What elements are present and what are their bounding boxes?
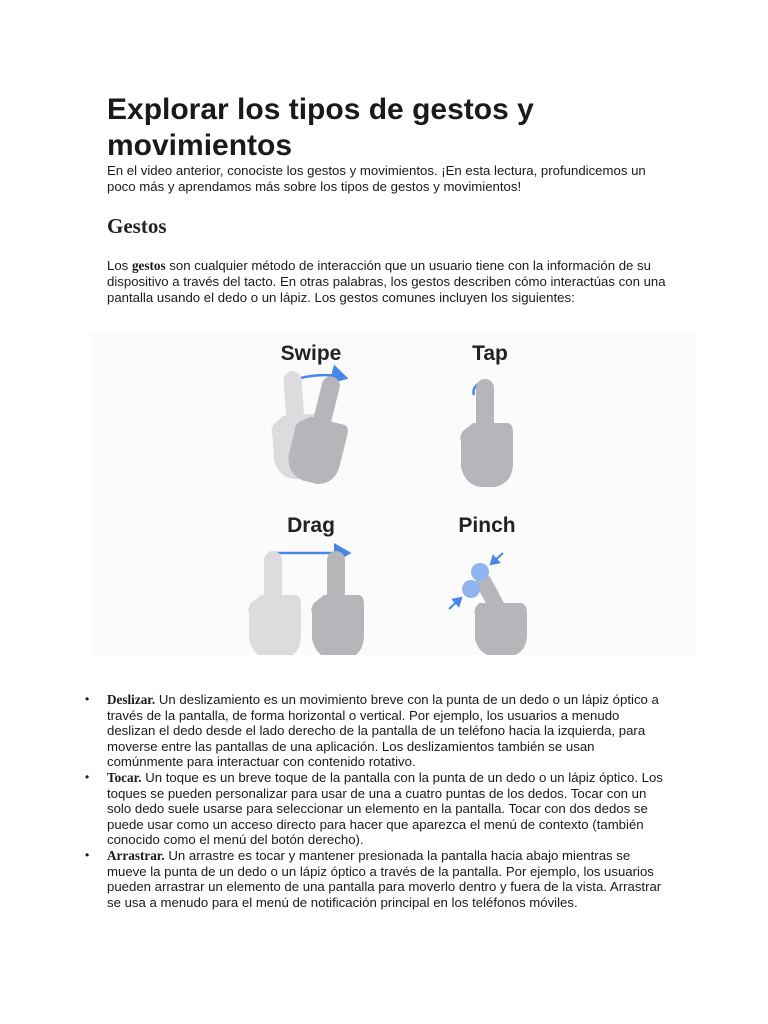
definition-term: Arrastrar. <box>107 847 165 863</box>
pinch-touch-bottom-icon <box>462 580 480 598</box>
paragraph-lead: Los <box>107 258 132 273</box>
page-title: Explorar los tipos de gestos y movimientos <box>107 93 534 162</box>
pinch-arrow-in-icon <box>491 553 503 564</box>
intro-paragraph: En el video anterior, conociste los gestos y movimientos. ¡En esta lectura, profundicemos un poco más y aprendamos más sobre los tipos de gestos y movimientos! <box>107 163 646 194</box>
drag-label: Drag <box>287 514 335 537</box>
list-item-deslizar <box>85 692 663 770</box>
paragraph-term: gestos <box>131 258 166 273</box>
pinch-arrow-out-icon <box>449 598 461 609</box>
definition-text: Un deslizamiento es un movimiento breve con la punta de un dedo o un lápiz óptico a través de la pantalla, de forma horizontal o vertical. Por ejemplo, los usuarios a menudo deslizan el dedo desde el lado derecho de la pantalla de un teléfono hacia la izquierda, para moverse entre las pantallas de una aplicación. Los deslizamientos también se usan comúnmente para interactuar con contenido rotativo. <box>107 692 659 770</box>
bullet-icon: • <box>85 769 90 784</box>
gestures-paragraph <box>107 258 667 305</box>
definition-term: Tocar. <box>107 769 142 785</box>
pinch-touch-top-icon <box>471 563 489 581</box>
pinch-label: Pinch <box>458 514 516 537</box>
pinch-hand-icon <box>473 571 527 655</box>
tap-hand-icon <box>460 379 513 487</box>
list-item-tocar <box>85 770 663 848</box>
drag-gesture <box>248 514 364 655</box>
drag-hand-icon <box>311 551 364 655</box>
definition-text: Un arrastre es tocar y mantener presionada la pantalla hacia abajo mientras se mueve la punta de un dedo o un lápiz óptico a través de la pantalla. Por ejemplo, los usuarios pueden arrastrar un elemento de una pantalla para moverlo dentro y fuera de la vista. Arrastrar se usa a menudo para el menú de notificación principal en los teléfonos móviles. <box>107 847 662 910</box>
definition-text: Un toque es un breve toque de la pantalla con la punta de un dedo o un lápiz óptico. Los toques se pueden personalizar para usar de una a cuatro puntas de los dedos. Tocar con un solo dedo suele usarse para seleccionar un elemento en la pantalla. Tocar con dos dedos se puede usar como un acceso directo para hacer que aparezca el menú de contexto (también conocido como el menú del botón derecho). <box>107 769 663 848</box>
definitions-list <box>85 692 663 910</box>
gestures-illustration <box>91 333 696 655</box>
pinch-gesture <box>449 514 527 655</box>
section-title: Gestos <box>107 214 167 238</box>
definition-term: Deslizar. <box>107 692 156 707</box>
tap-label: Tap <box>472 342 508 365</box>
bullet-icon: • <box>85 692 90 706</box>
swipe-label: Swipe <box>280 342 342 365</box>
bullet-icon: • <box>85 847 90 862</box>
paragraph-body: son cualquier método de interacción que un usuario tiene con la información de su dispositivo a través del tacto. En otras palabras, los gestos describen cómo interactúas con una pantalla usando el dedo o un lápiz. Los gestos comunes incluyen los siguientes: <box>107 258 666 305</box>
swipe-gesture <box>267 342 360 488</box>
drag-hand-ghost-icon <box>248 551 301 655</box>
list-item-arrastrar <box>85 848 663 910</box>
tap-gesture <box>460 342 513 487</box>
